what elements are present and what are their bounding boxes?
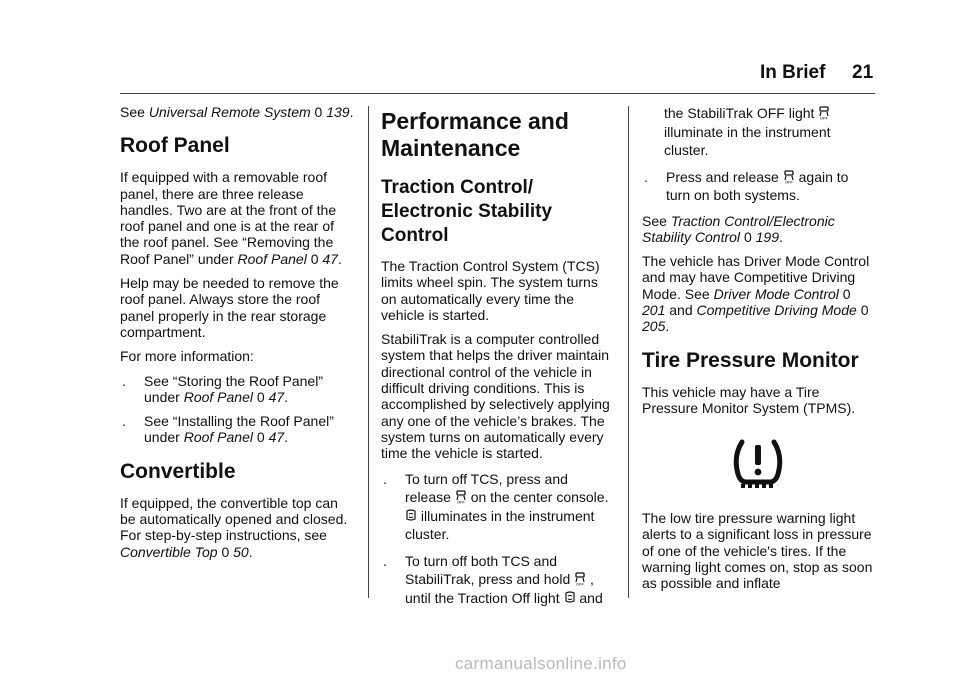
traction-off-button-icon: [783, 170, 795, 184]
bullet: .: [383, 470, 387, 487]
competitive-driving-link[interactable]: Competitive Driving Mode: [696, 301, 857, 318]
driver-mode-link[interactable]: Driver Mode Control: [713, 285, 839, 302]
tire-warning-paragraph: The low tire pressure warning light alerts to a significant loss in pressure of one of the vehicle's tires. If the warning light comes on, stop as soon as possible and inflate: [642, 510, 873, 592]
tcs-paragraph: The Traction Control System (TCS) limits wheel spin. The system turns on automatically every time the vehicle is started.: [381, 258, 600, 323]
roof-panel-link[interactable]: Roof Panel: [237, 250, 307, 267]
convertible-heading: Convertible: [120, 459, 236, 483]
convertible-top-link[interactable]: Convertible Top: [120, 543, 218, 560]
bullet: .: [644, 168, 648, 185]
page-ref: 139: [326, 104, 350, 120]
svg-text:OFF: OFF: [576, 581, 585, 587]
performance-heading: Performance and Maintenance: [381, 108, 569, 161]
see-traction-paragraph: See Traction Control/Electronic Stability Control 0 199.: [642, 212, 835, 245]
roof-help-paragraph: Help may be needed to remove the roof panel. Always store the roof panel properly in the rear storage compartment.: [120, 275, 339, 340]
list-item: . To turn off both TCS and StabiliTrak, press and hold OFF , until the Traction Off light and: [383, 552, 603, 606]
svg-text:OFF: OFF: [784, 179, 793, 184]
svg-text:OFF: OFF: [820, 115, 829, 120]
bullet: .: [122, 372, 126, 389]
section-title: In Brief: [760, 62, 826, 83]
stabilitrak-paragraph: StabiliTrak is a computer controlled system that helps the driver maintain directional control of the vehicle in difficult driving conditions. This is accomplished by selectively applying any one of the vehicle’s brakes. The system turns on automatically every time the vehicle is started.: [381, 331, 610, 462]
traction-control-link[interactable]: Traction Control/Electronic Stability Control: [642, 212, 835, 245]
bullet-continuation: the StabiliTrak OFF light OFF illuminate in the instrument cluster.: [664, 105, 831, 158]
traction-control-heading: Traction Control/ Electronic Stability Control: [381, 177, 553, 246]
convertible-paragraph: If equipped, the convertible top can be automatically opened and closed. For step-by-step instructions, see Convertible Top 0 50.: [120, 494, 348, 560]
list-item: . See “Installing the Roof Panel” under Roof Panel 0 47.: [122, 413, 334, 446]
column-3: [642, 104, 874, 600]
bullet: .: [383, 552, 387, 569]
header-rule: [120, 93, 875, 94]
watermark: carmanualsonline.info: [455, 654, 627, 673]
stabilitrak-off-icon: [818, 106, 830, 120]
roof-panel-paragraph: If equipped with a removable roof panel, there are three release handles. Two are at the front of the roof panel and one is at the rear of the roof panel. See “Removing the Roof Panel” under Roof Panel 0 47.: [120, 169, 342, 267]
tire-pressure-heading: Tire Pressure Monitor: [642, 348, 859, 372]
column-2: [381, 104, 613, 615]
column-divider-1: [368, 106, 369, 598]
traction-indicator-icon: [405, 509, 417, 523]
tpms-paragraph: This vehicle may have a Tire Pressure Monitor System (TPMS).: [642, 383, 856, 416]
column-divider-2: [628, 106, 629, 598]
roof-panel-link[interactable]: Roof Panel: [183, 388, 253, 405]
column-1: [120, 104, 356, 568]
traction-indicator-icon: [564, 591, 576, 605]
list-item: . Press and release OFF again to turn on both systems.: [644, 168, 849, 203]
universal-remote-link[interactable]: Universal Remote System: [148, 104, 311, 120]
roof-panel-heading: Roof Panel: [120, 134, 230, 158]
page-number: 21: [852, 62, 874, 83]
list-item: . See “Storing the Roof Panel” under Roof Panel 0 47.: [122, 372, 323, 405]
svg-text:OFF: OFF: [456, 499, 465, 505]
list-item: . To turn off TCS, press and release OFF on the center console. illuminates in the instrument cluster.: [383, 470, 609, 543]
tire-pressure-warning-icon: [729, 436, 787, 492]
driver-mode-paragraph: The vehicle has Driver Mode Control and may have Competitive Driving Mode. See Driver Mode Control 0 201 and Competitive Driving Mode 0 205.: [642, 253, 870, 335]
more-info-paragraph: For more information:: [120, 348, 254, 365]
see-remote-paragraph: See Universal Remote System 0 139.: [120, 104, 354, 120]
traction-off-button-icon: [574, 572, 586, 586]
bullet: .: [122, 413, 126, 430]
traction-off-button-icon: [455, 490, 467, 504]
page-ref-arrow: 0: [314, 104, 323, 120]
roof-panel-link[interactable]: Roof Panel: [183, 429, 253, 446]
